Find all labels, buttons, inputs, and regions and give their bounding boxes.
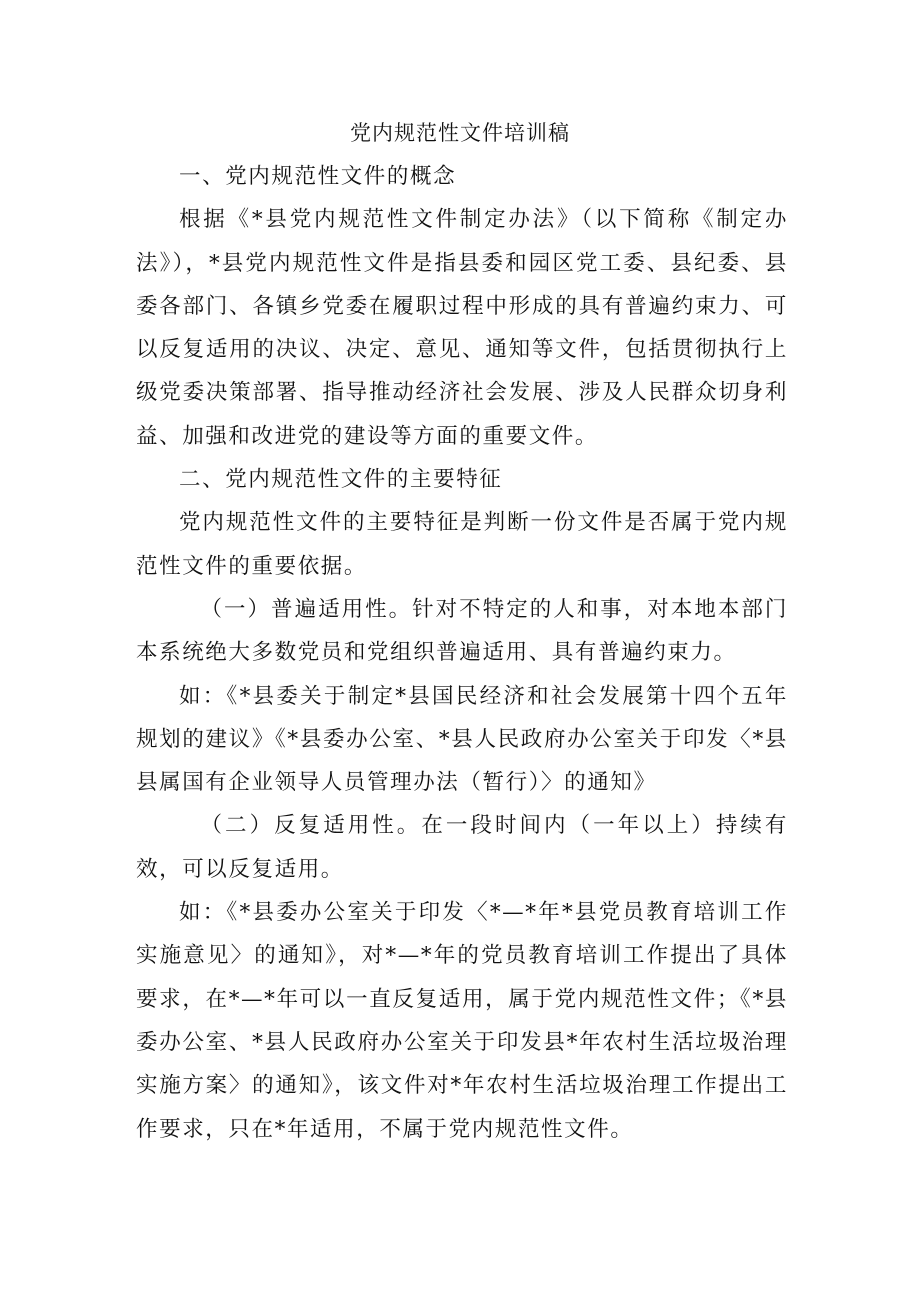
- paragraph-example-1: 如：《*县委关于制定*县国民经济和社会发展第十四个五年规划的建议》《*县委办公室、*县人民政府办公室关于印发〈*县县属国有企业领导人员管理办法（暂行）〉的通知》: [136, 683, 788, 796]
- paragraph-universal-applicability: （一）普遍适用性。针对不特定的人和事，对本地本部门本系统绝大多数党员和党组织普遍适用、具有普遍约束力。: [136, 596, 788, 666]
- paragraph-repeated-applicability: （二）反复适用性。在一段时间内（一年以上）持续有效，可以反复适用。: [136, 813, 788, 882]
- paragraph-definition: 根据《*县党内规范性文件制定办法》（以下简称《制定办法》），*县党内规范性文件是指县委和园区党工委、县纪委、县委各部门、各镇乡党委在履职过程中形成的具有普遍约束力、可以反复适用的决议、决定、意见、通知等文件，包括贯彻执行上级党委决策部署、指导推动经济社会发展、涉及人民群众切身利益、加强和改进党的建设等方面的重要文件。: [136, 207, 788, 449]
- paragraph-example-2: 如：《*县委办公室关于印发〈*—*年*县党员教育培训工作实施意见〉的通知》，对*—*年的党员教育培训工作提出了具体要求，在*—*年可以一直反复适用，属于党内规范性文件；《*县委办公室、*县人民政府办公室关于印发县*年农村生活垃圾治理实施方案〉的通知》，该文件对*年农村生活垃圾治理工作提出工作要求，只在*年适用，不属于党内规范性文件。: [136, 900, 788, 1142]
- section-heading-features: 二、党内规范性文件的主要特征: [179, 467, 503, 493]
- section-heading-concept: 一、党内规范性文件的概念: [179, 164, 457, 189]
- paragraph-features-intro: 党内规范性文件的主要特征是判断一份文件是否属于党内规范性文件的重要依据。: [136, 510, 788, 579]
- document-title: 党内规范性文件培训稿: [350, 121, 570, 145]
- document-body: [136, 155, 788, 1151]
